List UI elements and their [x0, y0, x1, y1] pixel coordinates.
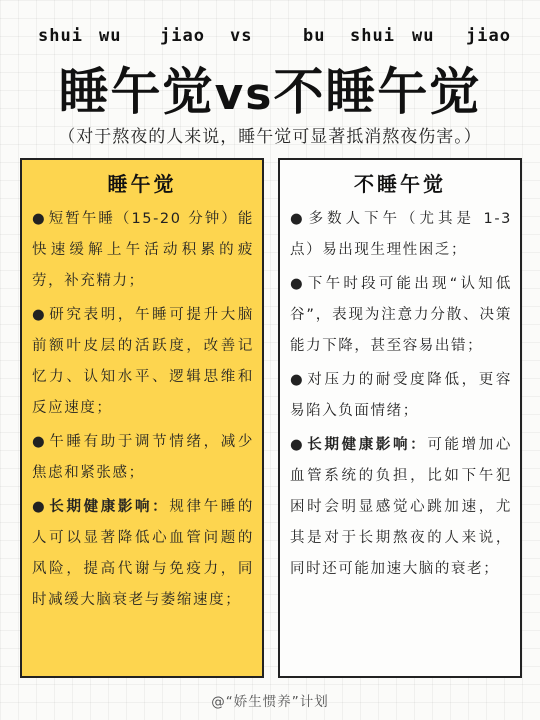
bullet-icon: ●: [290, 276, 306, 292]
list-item: [290, 365, 512, 427]
item-text: 午睡有助于调节情绪，减少焦虑和紧张感；: [32, 434, 254, 481]
bullet-icon: ●: [32, 434, 48, 450]
list-item: [290, 269, 512, 362]
list-item: [290, 430, 512, 585]
pinyin-syllable: shui: [350, 26, 395, 46]
nap-column: [20, 158, 264, 678]
bullet-icon: ●: [32, 211, 47, 227]
item-emphasis: 长期健康影响：: [307, 437, 428, 453]
pinyin-syllable: shui: [38, 26, 83, 46]
pinyin-row: [0, 26, 540, 52]
pinyin-syllable: bu: [303, 26, 326, 46]
bullet-icon: ●: [32, 307, 48, 323]
item-emphasis: 长期健康影响：: [49, 499, 170, 515]
item-text: 短暂午睡（15-20 分钟）能快速缓解上午活动积累的疲劳，补充精力；: [32, 211, 254, 289]
title-part-no-nap: 不睡午觉: [273, 63, 482, 121]
pinyin-syllable: jiao: [466, 26, 511, 46]
item-text: 多数人下午（尤其是 1-3 点）易出现生理性困乏；: [290, 211, 512, 258]
no-nap-column-heading: 不睡午觉: [354, 172, 446, 196]
pinyin-syllable: jiao: [160, 26, 205, 46]
list-item: [32, 492, 254, 616]
pinyin-syllable: wu: [99, 26, 122, 46]
bullet-icon: ●: [290, 437, 306, 453]
no-nap-column: [278, 158, 522, 678]
page-title: [0, 52, 540, 124]
item-text: 下午时段可能出现“认知低谷”，表现为注意力分散、决策能力下降，甚至容易出错；: [290, 276, 512, 354]
bullet-icon: ●: [32, 499, 48, 515]
nap-column-heading: 睡午觉: [107, 172, 177, 196]
bullet-icon: ●: [290, 372, 306, 388]
no-nap-column-body: [280, 202, 520, 585]
item-text: 对压力的耐受度降低，更容易陷入负面情绪；: [290, 372, 512, 419]
pinyin-syllable: vs: [230, 26, 253, 46]
nap-column-body: [22, 202, 262, 616]
title-part-nap: 睡午觉: [58, 63, 215, 121]
pinyin-syllable: wu: [412, 26, 435, 46]
list-item: [290, 204, 512, 266]
item-text: 研究表明，午睡可提升大脑前额叶皮层的活跃度，改善记忆力、认知水平、逻辑思维和反应速度；: [32, 307, 254, 416]
item-text: 可能增加心血管系统的负担，比如下午犯困时会明显感觉心跳加速，尤其是对于长期熬夜的人来说，同时还可能加速大脑的衰老；: [290, 437, 512, 577]
list-item: [32, 300, 254, 424]
bullet-icon: ●: [290, 211, 307, 227]
list-item: [32, 204, 254, 297]
item-text: 规律午睡的人可以显著降低心血管问题的风险，提高代谢与免疫力，同时减缓大脑衰老与萎缩速度；: [32, 499, 254, 608]
subtitle: （对于熬夜的人来说，睡午觉可显著抵消熬夜伤害。）: [58, 127, 482, 147]
footer-credit: @“娇生惯养”计划: [211, 694, 329, 710]
title-vs: vs: [214, 69, 274, 120]
list-item: [32, 427, 254, 489]
